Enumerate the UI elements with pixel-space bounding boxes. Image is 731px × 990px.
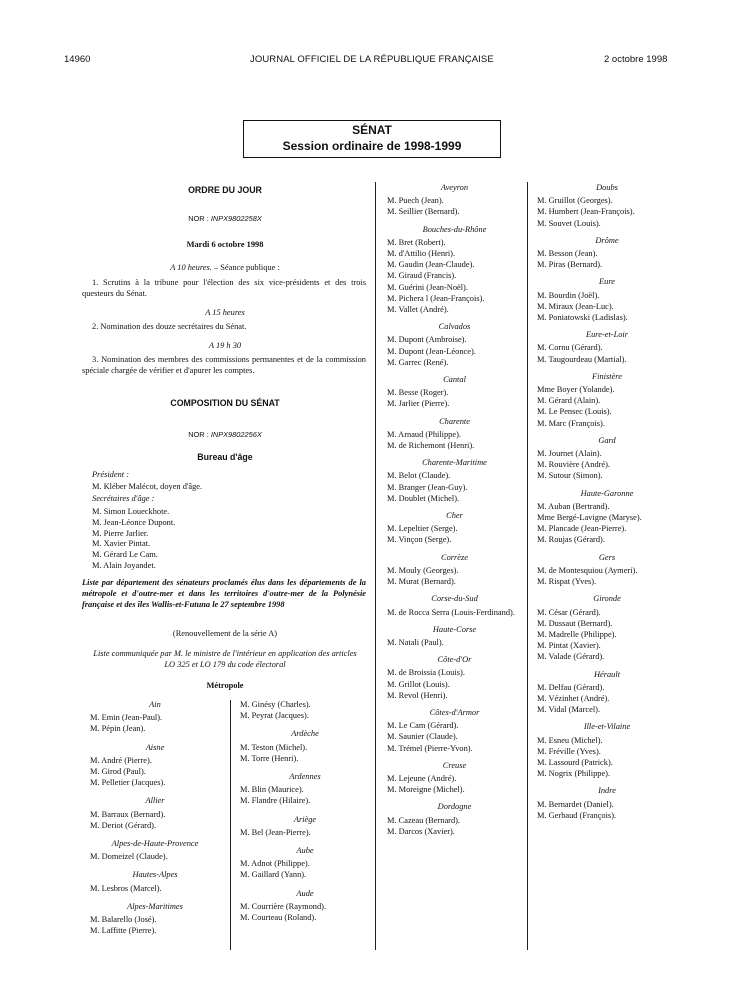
session-title: Session ordinaire de 1998-1999 <box>282 139 462 153</box>
senator-name: M. Bel (Jean-Pierre). <box>240 827 311 837</box>
department-group <box>537 669 677 716</box>
senator-name: M. Ginésy (Charles). <box>240 700 311 709</box>
senator-name: M. Trémel (Pierre-Yvon). <box>387 743 473 753</box>
senator-name: M. Poniatowski (Ladislas). <box>537 313 628 323</box>
department-group <box>537 329 677 365</box>
senator-name: M. Doublet (Michel). <box>387 493 460 503</box>
senator-name: M. Revol (Henri). <box>387 690 448 700</box>
nor-code: INPX9802258X <box>210 214 262 223</box>
department-group <box>387 321 522 368</box>
senator-name: M. Domeizel (Claude). <box>90 852 168 862</box>
department-group <box>240 814 370 838</box>
department-name: Côte-d'Or <box>437 655 472 665</box>
department-name: Eure-et-Loir <box>585 330 629 340</box>
department-name: Hautes-Alpes <box>132 870 178 880</box>
senator-name: M. Grillot (Louis). <box>387 679 450 689</box>
column-1 <box>90 699 220 943</box>
senator-name: Mme Boyer (Yolande). <box>537 385 615 395</box>
senator-name: M. César (Gérard). <box>537 607 601 617</box>
senator-name: M. Mouly (Georges). <box>387 565 459 575</box>
senator-name: M. Madrelle (Philippe). <box>537 629 617 639</box>
senator-name: M. Gruillot (Georges). <box>537 196 613 206</box>
department-group <box>537 182 677 229</box>
department-name: Haute-Corse <box>432 624 477 634</box>
senator-name: M. André (Pierre). <box>90 755 152 765</box>
issue-date: 2 octobre 1998 <box>604 54 668 65</box>
nor-prefix: NOR : <box>188 430 209 439</box>
senator-name: M. Garrec (René). <box>387 357 449 367</box>
column-3 <box>387 182 522 843</box>
department-group <box>387 552 522 588</box>
department-name: Côtes-d'Armor <box>429 707 480 717</box>
nor-prefix: NOR : <box>188 214 209 223</box>
department-name: Calvados <box>438 322 471 332</box>
department-group <box>387 457 522 504</box>
department-group <box>387 707 522 754</box>
department-group <box>537 235 677 271</box>
president-label: Président : <box>92 470 129 479</box>
department-name: Ardèche <box>291 729 319 739</box>
department-name: Creuse <box>442 760 467 770</box>
liste-communiquee: Liste communiquée par M. le ministre de l'intérieur en application des articles LO 325 et LO 179 du code électoral <box>93 649 357 669</box>
senator-name: M. Cazeau (Bernard). <box>387 815 461 825</box>
department-name: Gers <box>598 552 616 562</box>
senator-name: M. Pintat (Xavier). <box>537 641 601 651</box>
department-name: Ariège <box>293 814 317 824</box>
senator-name: M. Bret (Robert). <box>387 237 446 247</box>
senator-name: M. Lepeltier (Serge). <box>387 524 458 534</box>
slot2-time: A 15 heures <box>205 308 245 317</box>
senator-name: M. Branger (Jean-Guy). <box>387 482 468 492</box>
department-name: Doubs <box>596 183 618 192</box>
department-name: Cher <box>446 511 463 521</box>
column-2 <box>240 699 370 930</box>
senator-name: M. d'Attilio (Henri). <box>387 249 456 259</box>
department-group <box>90 742 220 789</box>
senator-name: M. Dupont (Ambroise). <box>387 335 467 345</box>
senator-name: M. Peyrat (Jacques). <box>240 711 309 721</box>
senator-name: M. Lejeune (André). <box>387 773 457 783</box>
senator-name: M. Adnot (Philippe). <box>240 859 310 869</box>
department-name: Alpes-de-Haute-Provence <box>111 839 199 849</box>
senator-name: M. Torre (Henri). <box>240 753 299 763</box>
department-name: Charente-Maritime <box>422 458 487 468</box>
secretaire: M. Gérard Le Cam. <box>92 550 158 560</box>
metropole-heading: Métropole <box>206 681 244 690</box>
senator-name: M. Journet (Alain). <box>537 449 602 459</box>
senator-name: M. de Rocca Serra (Louis-Ferdinand). <box>387 607 515 617</box>
department-group <box>90 699 220 735</box>
senator-name: M. Moreigne (Michel). <box>387 785 465 795</box>
senator-name: M. de Richemont (Henri). <box>387 441 475 451</box>
department-group <box>387 801 522 837</box>
department-group <box>387 374 522 410</box>
senator-name: M. Miraux (Jean-Luc). <box>537 301 614 311</box>
department-group <box>387 624 522 648</box>
department-group <box>537 435 677 482</box>
senator-name: M. Arnaud (Philippe). <box>387 429 461 439</box>
department-group <box>387 510 522 546</box>
department-name: Eure <box>599 277 615 287</box>
department-name: Indre <box>598 786 616 796</box>
department-name: Charente <box>439 416 470 426</box>
department-group <box>387 416 522 452</box>
slot1 <box>82 263 368 274</box>
senator-name: M. Roujas (Gérard). <box>537 535 605 545</box>
bureau-heading: Bureau d'âge <box>197 452 253 462</box>
senator-name: M. Pichera l (Jean-François). <box>387 293 485 303</box>
senator-name: M. Gerbaud (François). <box>537 810 617 820</box>
department-name: Drôme <box>595 235 619 245</box>
secretaire: M. Pierre Jarlier. <box>92 528 149 538</box>
senator-name: M. Rispat (Yves). <box>537 577 597 587</box>
senator-name: M. Auban (Bertrand). <box>537 501 610 511</box>
department-name: Aveyron <box>440 183 469 192</box>
secretaire: M. Jean-Léonce Dupont. <box>92 517 176 527</box>
senator-name: M. Jarlier (Pierre). <box>387 399 450 409</box>
senator-name: M. Vidal (Marcel). <box>537 705 601 715</box>
department-group <box>90 838 220 862</box>
senator-name: M. Flandre (Hilaire). <box>240 796 311 806</box>
department-group <box>537 276 677 323</box>
senator-name: M. Vinçon (Serge). <box>387 535 452 545</box>
senator-name: M. Bourdin (Joël). <box>537 290 600 300</box>
department-group <box>537 552 677 588</box>
senator-name: M. Balarello (José). <box>90 915 157 925</box>
department-group <box>240 771 370 807</box>
senator-name: M. Guérini (Jean-Noël). <box>387 282 468 292</box>
senator-name: M. Valade (Gérard). <box>537 652 605 662</box>
senator-name: M. Dussaut (Bernard). <box>537 618 613 628</box>
department-name: Dordogne <box>437 802 472 812</box>
ordre-nor <box>82 214 368 225</box>
composition-heading: COMPOSITION DU SÉNAT <box>170 398 280 408</box>
senator-name: Mme Bergé-Lavigne (Maryse). <box>537 513 642 523</box>
senator-name: M. Teston (Michel). <box>240 742 308 752</box>
senator-name: M. Vézinhet (André). <box>537 693 610 703</box>
senator-name: M. Bernardet (Daniel). <box>537 799 614 809</box>
senator-name: M. Rouvière (André). <box>537 460 611 470</box>
senator-name: M. Gérard (Alain). <box>537 396 601 406</box>
department-name: Ain <box>149 700 161 709</box>
column-divider <box>527 182 528 950</box>
senator-name: M. de Montesquiou (Aymeri). <box>537 565 638 575</box>
senator-name: M. Belot (Claude). <box>387 471 451 481</box>
column-divider <box>230 700 231 950</box>
department-name: Haute-Garonne <box>580 488 634 498</box>
department-group <box>537 785 677 821</box>
senator-name: M. Lesbros (Marcel). <box>90 883 162 893</box>
senat-title: SÉNAT <box>352 123 392 137</box>
senator-name: M. Esneu (Michel). <box>537 735 603 745</box>
department-name: Ardennes <box>289 772 321 782</box>
senator-name: M. Cornu (Gérard). <box>537 343 603 353</box>
department-group <box>387 593 522 617</box>
department-name: Hérault <box>593 669 621 679</box>
senator-name: M. Sutour (Simon). <box>537 471 603 481</box>
senator-name: M. Plancade (Jean-Pierre). <box>537 524 627 534</box>
senator-name: M. Courteau (Roland). <box>240 913 317 923</box>
senator-name: M. Giraud (Francis). <box>387 271 457 281</box>
slot1-time: A 10 heures. <box>170 263 212 272</box>
ordre-item-2: 2. Nomination des douze secrétaires du Sénat. <box>92 322 247 331</box>
senator-name: M. Deriot (Gérard). <box>90 820 157 830</box>
column-divider <box>375 182 376 950</box>
department-name: Aisne <box>145 742 165 752</box>
senator-name: M. Besse (Roger). <box>387 388 449 398</box>
ordre-date: Mardi 6 octobre 1998 <box>186 240 264 249</box>
senator-name: M. Piras (Bernard). <box>537 260 603 270</box>
ordre-item-3: 3. Nomination des membres des commissions permanentes et de la commission spéciale chargée de vérifier et d'apurer les comptes. <box>82 355 366 375</box>
department-group <box>387 654 522 701</box>
department-group <box>537 488 677 546</box>
senator-name: M. Marc (François). <box>537 418 605 428</box>
senator-name: M. de Broissia (Louis). <box>387 668 465 678</box>
slot1-rest: – Séance publique : <box>211 263 280 272</box>
senator-name: M. Le Cam (Gérard). <box>387 721 459 731</box>
senator-name: M. Vallet (André). <box>387 305 449 315</box>
department-name: Bouches-du-Rhône <box>422 224 487 234</box>
senator-name: M. Le Pensec (Louis). <box>537 407 612 417</box>
secretaire: M. Simon Loueckhote. <box>92 507 170 516</box>
senator-name: M. Blin (Maurice). <box>240 785 304 795</box>
department-name: Finistère <box>592 371 622 381</box>
senator-name: M. Gaudin (Jean-Claude). <box>387 260 475 270</box>
page-number: 14960 <box>64 54 91 65</box>
department-group <box>387 760 522 796</box>
senator-name: M. Barraux (Bernard). <box>90 809 166 819</box>
ordre-item-1: 1. Scrutins à la tribune pour l'élection des six vice-présidents et des trois questeurs du Sénat. <box>82 278 366 298</box>
department-group <box>387 224 522 316</box>
composition-nor <box>82 430 368 441</box>
department-name: Corse-du-Sud <box>431 594 478 604</box>
department-group <box>537 371 677 429</box>
senator-name: M. Humbert (Jean-François). <box>537 207 635 217</box>
senator-name: M. Saunier (Claude). <box>387 732 458 742</box>
senator-name: M. Nogrix (Philippe). <box>537 769 611 779</box>
department-name: Gironde <box>593 594 621 604</box>
senator-name: M. Lassourd (Patrick). <box>537 757 613 767</box>
department-group <box>240 728 370 764</box>
secretaires-list <box>92 507 175 572</box>
nor-code: INPX9802256X <box>210 430 262 439</box>
department-name: Alpes-Maritimes <box>127 901 183 911</box>
department-group <box>90 869 220 893</box>
renouvellement: (Renouvellement de la série A) <box>172 629 278 638</box>
department-group <box>90 795 220 831</box>
senator-name: M. Darcos (Xavier). <box>387 826 455 836</box>
department-group <box>537 593 677 662</box>
senator-name: M. Pelletier (Jacques). <box>90 778 166 788</box>
ordre-heading: ORDRE DU JOUR <box>188 185 262 195</box>
senator-name: M. Gaillard (Yann). <box>240 870 307 880</box>
department-name: Gard <box>598 435 616 445</box>
senator-name: M. Laffitte (Pierre). <box>90 926 157 936</box>
senator-name: M. Delfau (Gérard). <box>537 682 605 692</box>
senator-name: M. Fréville (Yves). <box>537 746 601 756</box>
senator-name: M. Pépin (Jean). <box>90 724 146 734</box>
senator-name: M. Seillier (Bernard). <box>387 207 460 217</box>
senator-name: M. Puech (Jean). <box>387 196 444 206</box>
department-name: Corrèze <box>441 552 468 562</box>
senator-name: M. Besson (Jean). <box>537 249 598 259</box>
department-group <box>240 888 370 924</box>
secretaire: M. Alain Joyandet. <box>92 560 156 570</box>
department-group <box>537 721 677 779</box>
secretaire: M. Xavier Pintat. <box>92 539 151 549</box>
senator-name: M. Murat (Bernard). <box>387 577 456 587</box>
department-name: Ille-et-Vilaine <box>583 722 631 732</box>
senator-name: M. Dupont (Jean-Léonce). <box>387 346 476 356</box>
department-group <box>240 699 370 721</box>
senator-name: M. Girod (Paul). <box>90 767 146 777</box>
secretaires-label: Secrétaires d'âge : <box>92 494 155 503</box>
senator-name: M. Souvet (Louis). <box>537 218 601 228</box>
senator-name: M. Courrière (Raymond). <box>240 901 327 911</box>
senator-name: M. Taugourdeau (Martial). <box>537 354 627 364</box>
journal-title: JOURNAL OFFICIEL DE LA RÉPUBLIQUE FRANÇAISE <box>250 54 494 65</box>
department-group <box>240 845 370 881</box>
slot3-time: A 19 h 30 <box>208 341 242 350</box>
department-name: Cantal <box>443 375 466 385</box>
column-4 <box>537 182 677 827</box>
senator-name: M. Emin (Jean-Paul). <box>90 713 163 723</box>
liste-title: Liste par département des sénateurs proclamés élus dans les départements de la métropole et d'outre-mer et dans les territoires d'outre-mer de la Polynésie française et des îles Wallis-et-Futuna le 27 septembre 1998 <box>82 578 366 609</box>
president: M. Kléber Malécot, doyen d'âge. <box>92 482 203 491</box>
senator-name: M. Natali (Paul). <box>387 637 444 647</box>
department-group <box>387 182 522 218</box>
department-name: Allier <box>145 796 165 806</box>
department-name: Aude <box>296 888 314 898</box>
department-group <box>90 901 220 937</box>
department-name: Aube <box>296 846 314 856</box>
